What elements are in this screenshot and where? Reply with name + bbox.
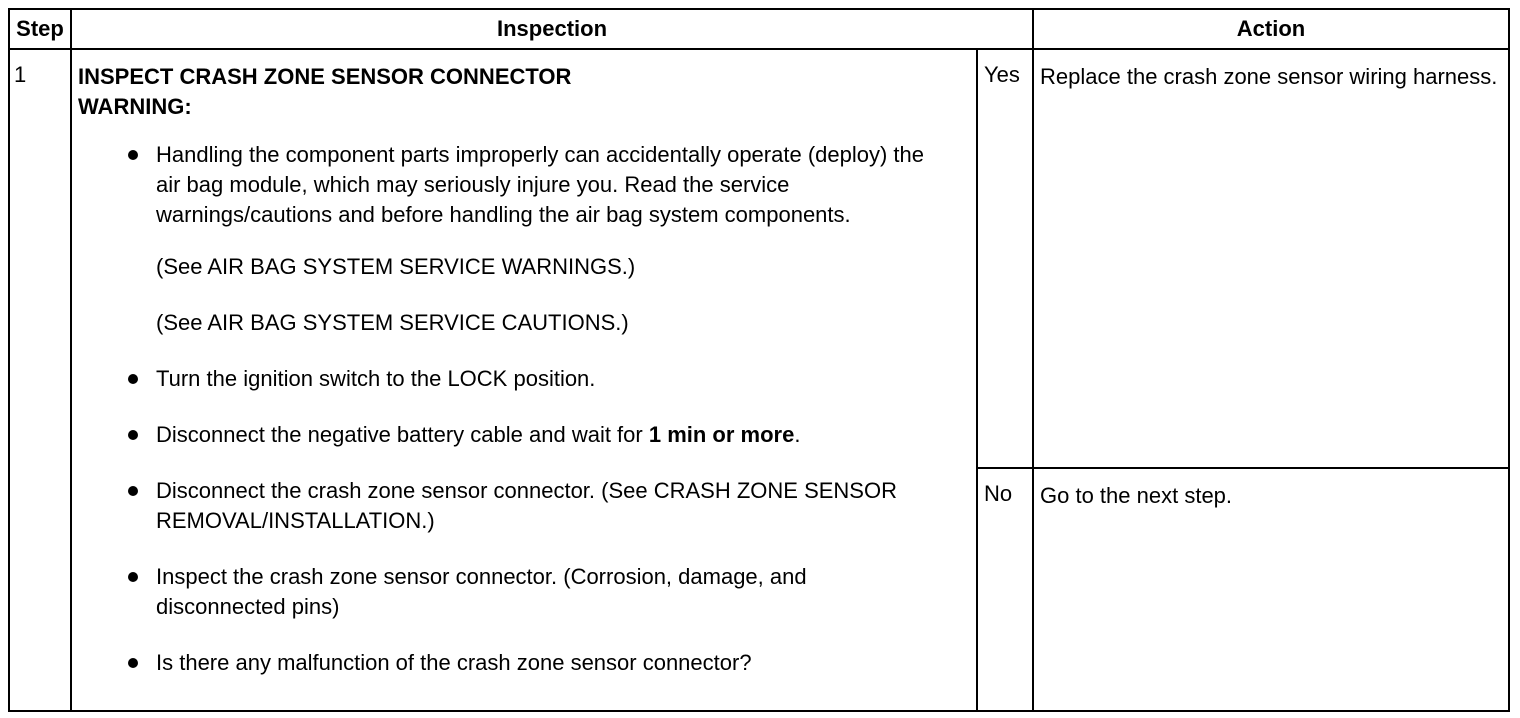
header-row <box>9 9 1509 49</box>
yes-action: Replace the crash zone sensor wiring harness. <box>1040 64 1498 89</box>
no-action-cell <box>1033 468 1509 711</box>
yes-label-cell <box>977 49 1033 468</box>
bullet-icon <box>128 572 138 582</box>
bullet-icon <box>128 430 138 440</box>
no-label: No <box>984 481 1013 506</box>
bullet-icon <box>128 150 138 160</box>
diagnostic-table <box>8 8 1510 712</box>
inspection-cell <box>71 49 977 711</box>
list-item: Disconnect the crash zone sensor connector. (See CRASH ZONE SENSOR REMOVAL/INSTALLATION.) <box>78 476 976 536</box>
inspection-title: INSPECT CRASH ZONE SENSOR CONNECTOR <box>78 64 572 89</box>
list-item: Handling the component parts improperly can accidentally operate (deploy) the air bag module, which may seriously injure you. Read the service warnings/cautions and before handling the air bag system components. <box>78 140 976 230</box>
yes-label: Yes <box>984 62 1020 87</box>
inspection-header: Inspection <box>71 9 1033 49</box>
list-item: Disconnect the negative battery cable and wait for 1 min or more. <box>78 420 976 450</box>
table-row <box>9 49 1509 468</box>
bullet-icon <box>128 486 138 496</box>
list-item: Turn the ignition switch to the LOCK position. <box>78 364 976 394</box>
bullet-icon <box>128 658 138 668</box>
yes-action-cell <box>1033 49 1509 468</box>
reference-note-warnings: (See AIR BAG SYSTEM SERVICE WARNINGS.) <box>156 254 636 279</box>
no-label-cell <box>977 468 1033 711</box>
step-number: 1 <box>14 62 27 87</box>
step-number-cell <box>9 49 71 711</box>
bullet-icon <box>128 374 138 384</box>
list-item: Is there any malfunction of the crash zone sensor connector? <box>78 648 976 678</box>
inspection-steps <box>78 140 976 230</box>
wait-time: 1 min or more <box>648 422 795 447</box>
no-action: Go to the next step. <box>1040 483 1233 508</box>
list-item: Inspect the crash zone sensor connector. (Corrosion, damage, and disconnected pins) <box>78 562 976 622</box>
inspection-steps-continued <box>78 364 976 678</box>
action-header: Action <box>1033 9 1509 49</box>
warning-label: WARNING: <box>78 94 192 119</box>
reference-note-cautions: (See AIR BAG SYSTEM SERVICE CAUTIONS.) <box>156 310 629 335</box>
step-header: Step <box>9 9 71 49</box>
